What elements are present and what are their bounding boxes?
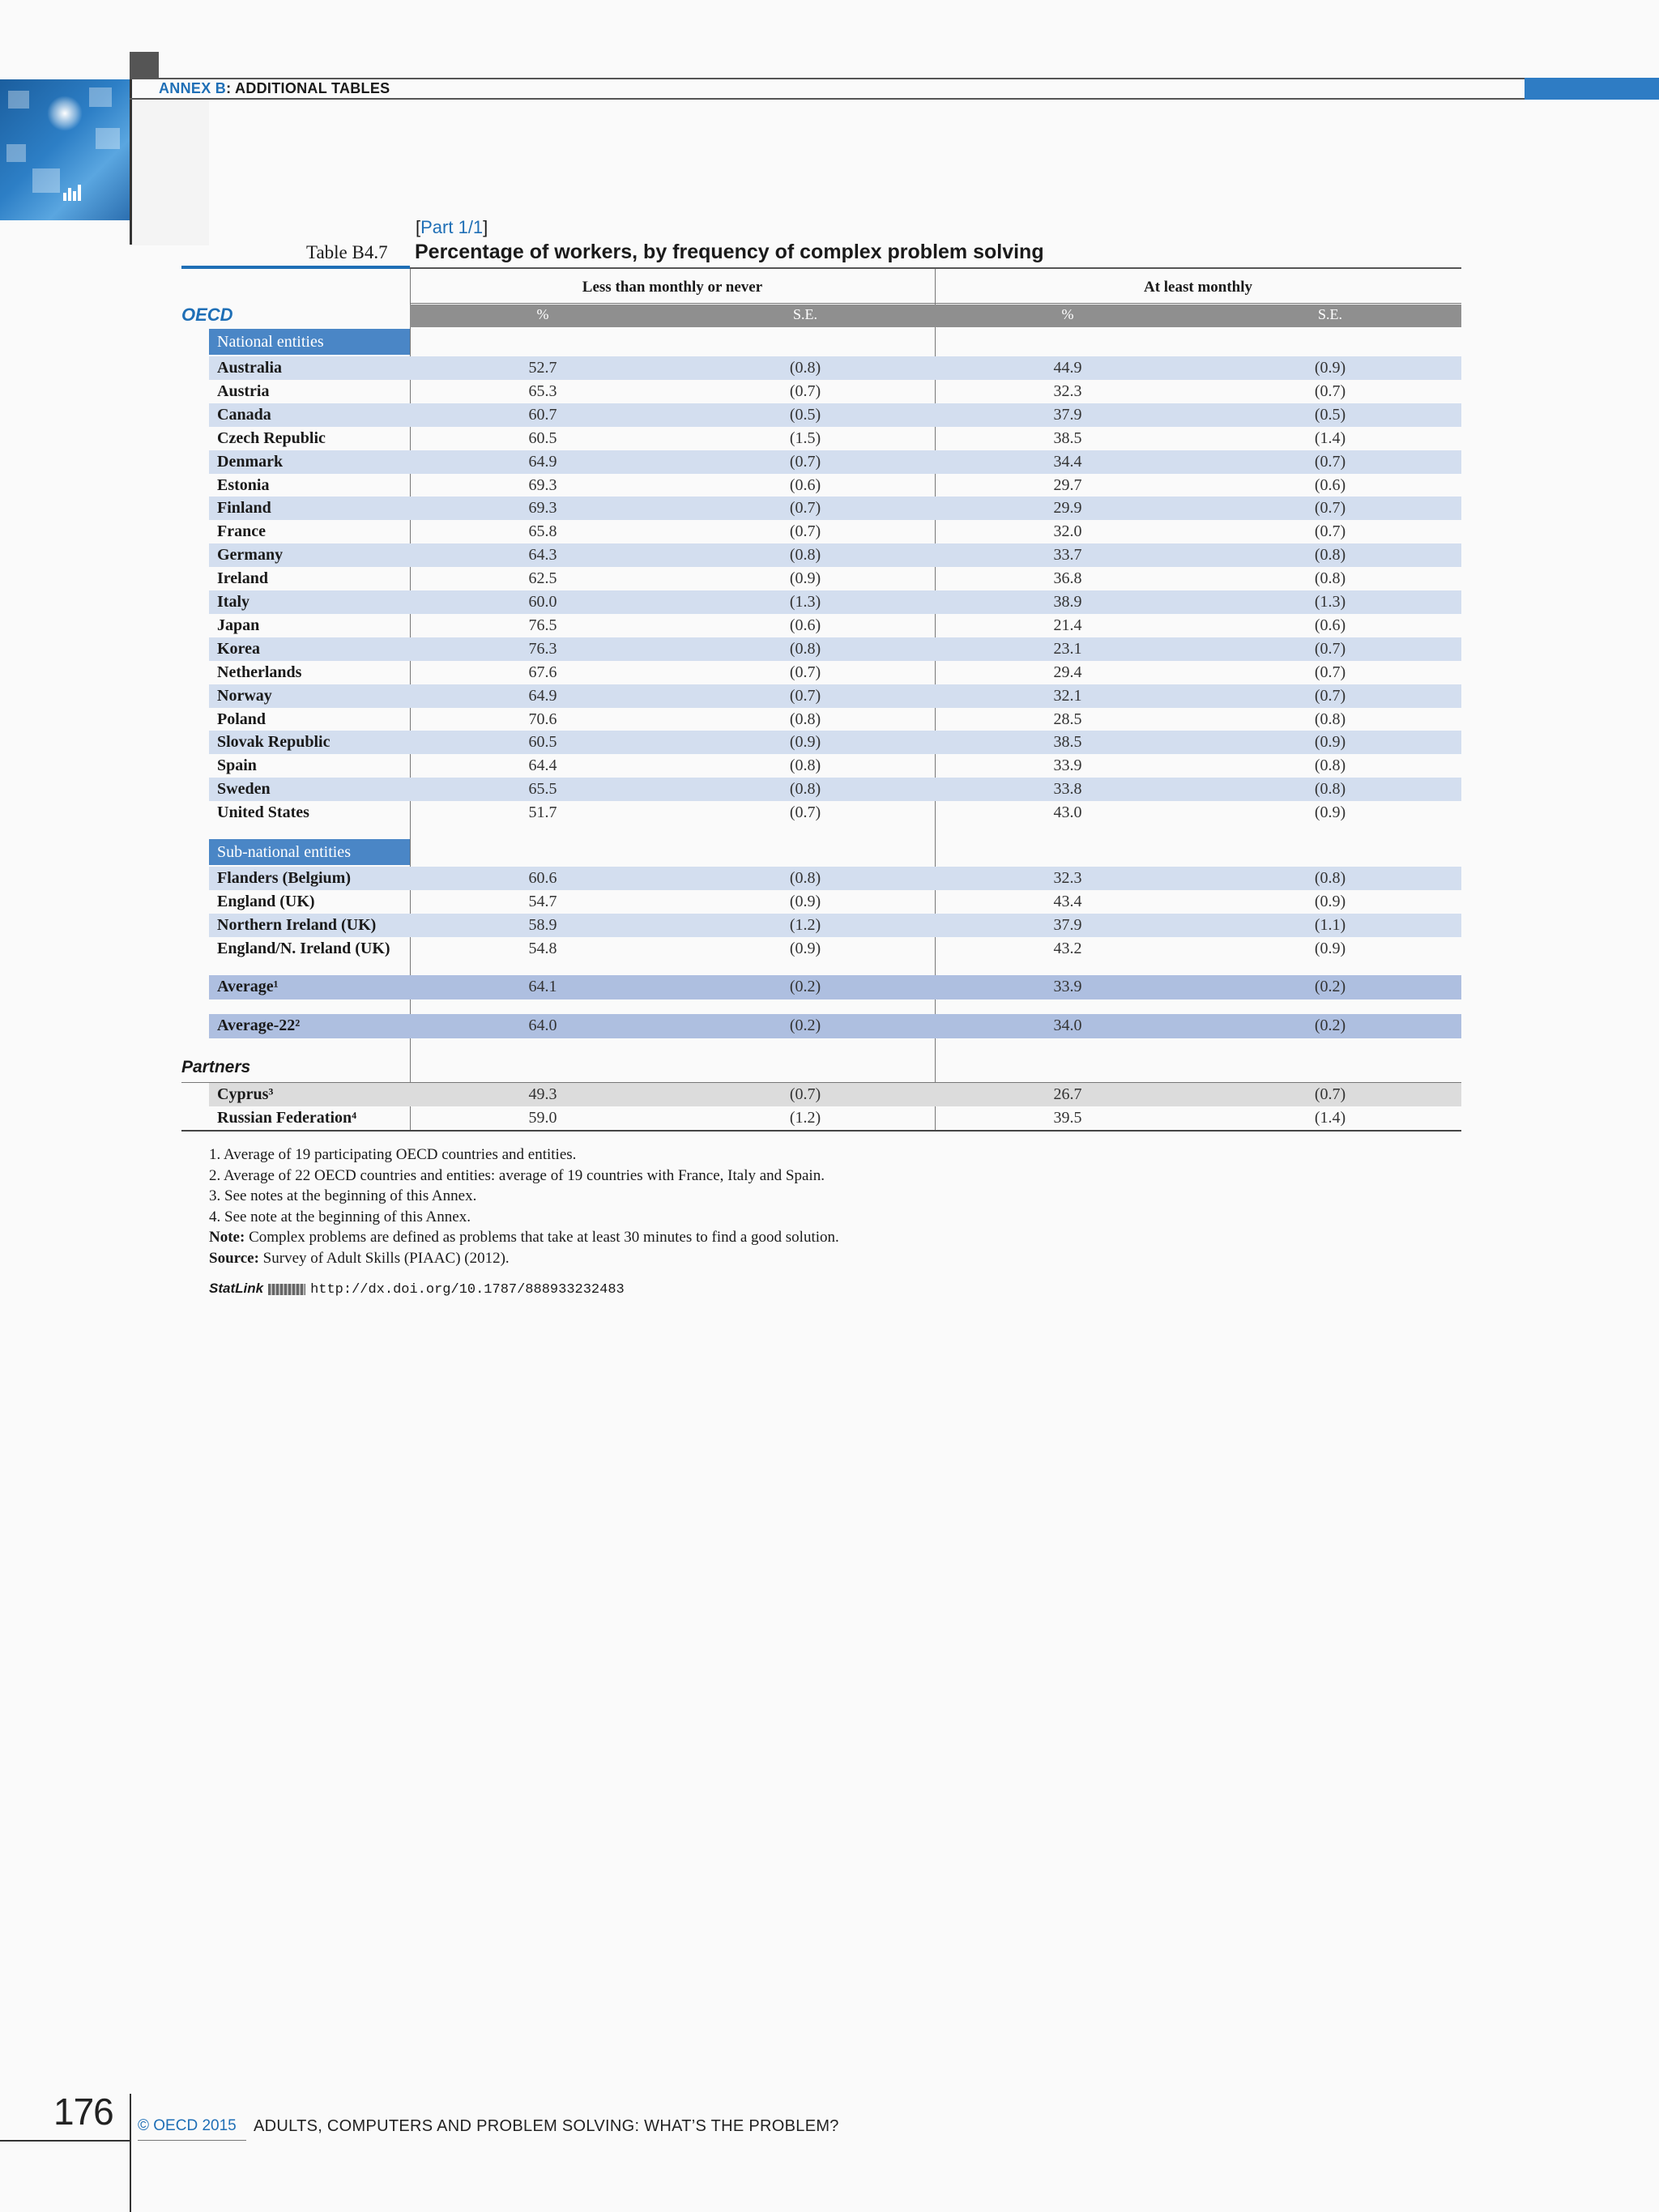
- row-label: Spain: [217, 757, 257, 775]
- table-number: Table B4.7: [306, 242, 388, 262]
- row-label: United States: [217, 803, 309, 822]
- row-label: Average-22²: [217, 1016, 301, 1034]
- table-row: [209, 637, 1461, 661]
- cell-pct-less: 64.0: [528, 1016, 557, 1034]
- cell-pct-monthly: 32.1: [1053, 686, 1082, 705]
- cell-se-less: (0.7): [789, 452, 821, 471]
- cell-se-monthly: (0.9): [1314, 733, 1346, 752]
- section-national-entities: National entities: [209, 329, 410, 355]
- cell-se-monthly: (0.8): [1314, 546, 1346, 565]
- cell-pct-monthly: 43.4: [1053, 892, 1082, 910]
- row-label: Australia: [217, 359, 282, 377]
- cell-pct-less: 69.3: [528, 499, 557, 518]
- cell-pct-less: 69.3: [528, 475, 557, 494]
- footer-rule: [0, 2140, 130, 2142]
- cell-se-monthly: (0.5): [1314, 405, 1346, 424]
- footer-copyright-rule: [138, 2140, 246, 2141]
- cell-pct-monthly: 33.9: [1053, 757, 1082, 775]
- cell-se-less: (0.6): [789, 475, 821, 494]
- cell-se-monthly: (1.3): [1314, 593, 1346, 611]
- row-label: Norway: [217, 686, 272, 705]
- cell-se-monthly: (0.7): [1314, 663, 1346, 681]
- cell-se-less: (0.7): [789, 1085, 821, 1103]
- cell-pct-less: 60.5: [528, 733, 557, 752]
- cell-se-monthly: (0.8): [1314, 780, 1346, 799]
- footnote-4: 4. See note at the beginning of this Annex.: [209, 1208, 471, 1225]
- row-label: Italy: [217, 593, 249, 611]
- table-row: [209, 497, 1461, 520]
- table-row: [209, 890, 1461, 914]
- footnote-1: 1. Average of 19 participating OECD countries and entities.: [209, 1146, 577, 1163]
- running-header-annex: ANNEX B: [159, 80, 227, 96]
- row-label: Cyprus³: [217, 1085, 274, 1103]
- row-label: Germany: [217, 546, 284, 565]
- cell-se-less: (0.2): [789, 978, 821, 995]
- table-row: [209, 356, 1461, 380]
- cell-se-monthly: (0.9): [1314, 939, 1346, 957]
- cell-pct-less: 64.3: [528, 546, 557, 565]
- column-header-bar: [410, 305, 1461, 327]
- title-rule: [410, 267, 1461, 269]
- cell-pct-monthly: 38.9: [1053, 593, 1082, 611]
- cell-se-less: (1.3): [789, 593, 821, 611]
- table-row: [209, 914, 1461, 937]
- row-label: Czech Republic: [217, 428, 326, 447]
- row-label: France: [217, 522, 266, 541]
- cell-pct-less: 60.5: [528, 428, 557, 447]
- row-label: Russian Federation⁴: [217, 1109, 357, 1127]
- table-row: [209, 778, 1461, 801]
- group-header-less-than-monthly: Less than monthly or never: [582, 279, 763, 296]
- table-row: [209, 754, 1461, 778]
- cell-pct-monthly: 34.4: [1053, 452, 1082, 471]
- table-row: [209, 427, 1461, 450]
- region-label-oecd: OECD: [181, 305, 233, 325]
- header-rule-bottom: [130, 98, 1525, 100]
- cell-se-less: (1.5): [789, 428, 821, 447]
- cell-pct-less: 60.0: [528, 593, 557, 611]
- header-shade: [130, 100, 209, 245]
- row-label: Estonia: [217, 475, 270, 494]
- cell-pct-monthly: 43.0: [1053, 803, 1082, 822]
- table-row: [209, 731, 1461, 754]
- note-label: Note:: [209, 1229, 245, 1246]
- cell-se-less: (0.7): [789, 381, 821, 400]
- cell-pct-less: 52.7: [528, 359, 557, 377]
- cell-se-monthly: (0.9): [1314, 359, 1346, 377]
- cell-pct-monthly: 33.8: [1053, 780, 1082, 799]
- cell-pct-monthly: 36.8: [1053, 569, 1082, 588]
- cell-pct-monthly: 32.3: [1053, 869, 1082, 887]
- group-header-rule: [410, 303, 1461, 304]
- cell-se-less: (0.7): [789, 803, 821, 822]
- table-row: [209, 380, 1461, 403]
- cell-pct-monthly: 44.9: [1053, 359, 1082, 377]
- source-label: Source:: [209, 1249, 259, 1267]
- row-label: Poland: [217, 710, 267, 728]
- table-row: [209, 661, 1461, 684]
- cell-se-less: (0.7): [789, 499, 821, 518]
- table-row: [209, 684, 1461, 708]
- cell-se-less: (1.2): [789, 915, 821, 934]
- cell-se-less: (0.8): [789, 546, 821, 565]
- row-label: England/N. Ireland (UK): [217, 939, 390, 957]
- cell-pct-less: 54.8: [528, 939, 557, 957]
- part-close-bracket: ]: [483, 217, 488, 237]
- cell-se-monthly: (0.7): [1314, 499, 1346, 518]
- cell-pct-monthly: 29.9: [1053, 499, 1082, 518]
- table-row: [209, 937, 1461, 961]
- footer-vertical-rule: [130, 2094, 131, 2212]
- cell-se-less: (0.8): [789, 710, 821, 728]
- cell-pct-monthly: 32.3: [1053, 381, 1082, 400]
- cell-pct-monthly: 33.7: [1053, 546, 1082, 565]
- cell-se-monthly: (0.6): [1314, 616, 1346, 634]
- table-bottom-rule: [181, 1130, 1461, 1132]
- cell-pct-less: 67.6: [528, 663, 557, 681]
- cell-se-monthly: (0.7): [1314, 686, 1346, 705]
- table-row: [209, 543, 1461, 567]
- row-label: Ireland: [217, 569, 268, 588]
- cell-se-less: (0.9): [789, 892, 821, 910]
- cell-se-less: (0.7): [789, 686, 821, 705]
- cell-se-less: (0.7): [789, 663, 821, 681]
- cell-se-monthly: (0.2): [1314, 1016, 1346, 1034]
- cell-pct-less: 54.7: [528, 892, 557, 910]
- cell-pct-monthly: 37.9: [1053, 915, 1082, 934]
- table-row: [209, 474, 1461, 497]
- col-header-se-2: S.E.: [1317, 306, 1342, 322]
- cell-se-less: (0.9): [789, 733, 821, 752]
- row-label: Average¹: [217, 978, 279, 995]
- running-header: [159, 80, 390, 97]
- cell-pct-less: 76.5: [528, 616, 557, 634]
- title-accent-bar: [181, 266, 410, 269]
- table-row: [209, 1083, 1461, 1106]
- part-open-bracket: [: [416, 217, 421, 237]
- cell-se-less: (0.2): [789, 1016, 821, 1034]
- cell-se-monthly: (1.1): [1314, 915, 1346, 934]
- cell-se-monthly: (0.7): [1314, 381, 1346, 400]
- cell-pct-less: 59.0: [528, 1109, 557, 1127]
- cell-pct-less: 64.9: [528, 452, 557, 471]
- col-header-pct-2: %: [1061, 306, 1074, 322]
- cell-pct-less: 70.6: [528, 710, 557, 728]
- row-label: Slovak Republic: [217, 733, 331, 752]
- cell-pct-monthly: 29.7: [1053, 475, 1082, 494]
- cell-pct-less: 76.3: [528, 639, 557, 658]
- table-row: [209, 1106, 1461, 1130]
- cell-se-less: (0.8): [789, 757, 821, 775]
- cell-se-monthly: (0.7): [1314, 452, 1346, 471]
- cell-pct-less: 64.9: [528, 686, 557, 705]
- cell-se-monthly: (0.8): [1314, 757, 1346, 775]
- cell-pct-monthly: 26.7: [1053, 1085, 1082, 1103]
- cell-pct-less: 58.9: [528, 915, 557, 934]
- row-label: Finland: [217, 499, 271, 518]
- note-line: [209, 1227, 839, 1248]
- header-decorative-image: [0, 79, 130, 220]
- table-row: [209, 708, 1461, 731]
- table-row: [209, 403, 1461, 427]
- header-blue-tab: [1525, 78, 1659, 100]
- col-header-se-1: S.E.: [792, 306, 817, 322]
- cell-se-monthly: (0.2): [1314, 978, 1346, 995]
- row-label: England (UK): [217, 892, 315, 910]
- row-label: Sweden: [217, 780, 271, 799]
- cell-pct-less: 62.5: [528, 569, 557, 588]
- cell-pct-less: 51.7: [528, 803, 557, 822]
- cell-se-less: (0.8): [789, 359, 821, 377]
- footer-book-title: ADULTS, COMPUTERS AND PROBLEM SOLVING: WHAT’S THE PROBLEM?: [254, 2117, 839, 2135]
- cell-pct-monthly: 32.0: [1053, 522, 1082, 541]
- cell-pct-monthly: 23.1: [1053, 639, 1082, 658]
- note-text: Complex problems are defined as problems that take at least 30 minutes to find a good solution.: [245, 1229, 839, 1246]
- table-row: [209, 520, 1461, 543]
- cell-se-monthly: (0.7): [1314, 522, 1346, 541]
- cell-pct-monthly: 33.9: [1053, 978, 1082, 995]
- cell-se-less: (1.2): [789, 1109, 821, 1127]
- header-square-mark: [130, 52, 159, 79]
- row-label: Flanders (Belgium): [217, 869, 351, 887]
- row-label: Northern Ireland (UK): [217, 915, 377, 934]
- average-row: [209, 1014, 1461, 1038]
- cell-se-monthly: (0.7): [1314, 639, 1346, 658]
- cell-se-monthly: (0.6): [1314, 475, 1346, 494]
- source-text: Survey of Adult Skills (PIAAC) (2012).: [258, 1249, 510, 1267]
- running-header-rest: : ADDITIONAL TABLES: [226, 80, 390, 96]
- cell-pct-less: 65.5: [528, 780, 557, 799]
- header-rule-top: [130, 78, 1659, 79]
- table-notes: [209, 1144, 839, 1268]
- table-row: [209, 567, 1461, 590]
- row-label: Austria: [217, 381, 270, 400]
- footnote-3: 3. See notes at the beginning of this Annex.: [209, 1187, 477, 1204]
- part-label: Part 1/1: [420, 217, 484, 237]
- cell-se-less: (0.6): [789, 616, 821, 634]
- cell-pct-less: 65.8: [528, 522, 557, 541]
- cell-pct-monthly: 29.4: [1053, 663, 1082, 681]
- partners-label: Partners: [181, 1058, 251, 1076]
- cell-se-less: (0.9): [789, 569, 821, 588]
- cell-se-monthly: (0.7): [1314, 1085, 1346, 1103]
- cell-se-less: (0.7): [789, 522, 821, 541]
- table-row: [209, 450, 1461, 474]
- footer-copyright: © OECD 2015: [138, 2117, 237, 2134]
- page-number: 176: [53, 2091, 113, 2133]
- cell-se-monthly: (0.8): [1314, 710, 1346, 728]
- cell-se-monthly: (0.8): [1314, 869, 1346, 887]
- row-label: Canada: [217, 405, 271, 424]
- cell-se-less: (0.5): [789, 405, 821, 424]
- part-indicator: [416, 217, 488, 238]
- footnote-2: 2. Average of 22 OECD countries and entities: average of 19 countries with France, Italy and Spain.: [209, 1166, 825, 1184]
- cell-se-less: (0.9): [789, 939, 821, 957]
- cell-pct-monthly: 39.5: [1053, 1109, 1082, 1127]
- row-label: Korea: [217, 639, 260, 658]
- cell-pct-monthly: 28.5: [1053, 710, 1082, 728]
- cell-se-less: (0.8): [789, 639, 821, 658]
- table-row: [209, 590, 1461, 614]
- statlink-icon: [268, 1284, 305, 1295]
- cell-pct-monthly: 37.9: [1053, 405, 1082, 424]
- table-row: [209, 614, 1461, 637]
- table-title: Percentage of workers, by frequency of complex problem solving: [415, 241, 1044, 263]
- group-header-at-least-monthly: At least monthly: [1143, 279, 1253, 296]
- table-row: [209, 801, 1461, 825]
- cell-se-monthly: (0.9): [1314, 803, 1346, 822]
- cell-pct-less: 64.1: [528, 978, 557, 995]
- statlink-url[interactable]: http://dx.doi.org/10.1787/888933232483: [310, 1282, 625, 1298]
- cell-pct-less: 64.4: [528, 757, 557, 775]
- cell-pct-less: 49.3: [528, 1085, 557, 1103]
- cell-se-less: (0.8): [789, 780, 821, 799]
- col-header-pct-1: %: [536, 306, 549, 322]
- row-label: Netherlands: [217, 663, 302, 681]
- statlink[interactable]: [209, 1280, 625, 1298]
- cell-pct-less: 65.3: [528, 381, 557, 400]
- cell-pct-less: 60.6: [528, 869, 557, 887]
- section-subnational-entities: Sub-national entities: [209, 839, 410, 865]
- row-label: Japan: [217, 616, 260, 634]
- cell-pct-monthly: 38.5: [1053, 428, 1082, 447]
- header-vertical-rule: [130, 52, 132, 245]
- statlink-label: StatLink: [209, 1281, 264, 1296]
- table-row: [209, 867, 1461, 890]
- average-row: [209, 975, 1461, 999]
- cell-se-monthly: (0.9): [1314, 892, 1346, 910]
- cell-pct-monthly: 38.5: [1053, 733, 1082, 752]
- source-line: [209, 1248, 839, 1269]
- cell-se-monthly: (0.8): [1314, 569, 1346, 588]
- cell-se-monthly: (1.4): [1314, 1109, 1346, 1127]
- cell-se-less: (0.8): [789, 869, 821, 887]
- cell-pct-less: 60.7: [528, 405, 557, 424]
- cell-pct-monthly: 43.2: [1053, 939, 1082, 957]
- cell-pct-monthly: 21.4: [1053, 616, 1082, 634]
- cell-se-monthly: (1.4): [1314, 428, 1346, 447]
- cell-pct-monthly: 34.0: [1053, 1016, 1082, 1034]
- row-label: Denmark: [217, 452, 284, 471]
